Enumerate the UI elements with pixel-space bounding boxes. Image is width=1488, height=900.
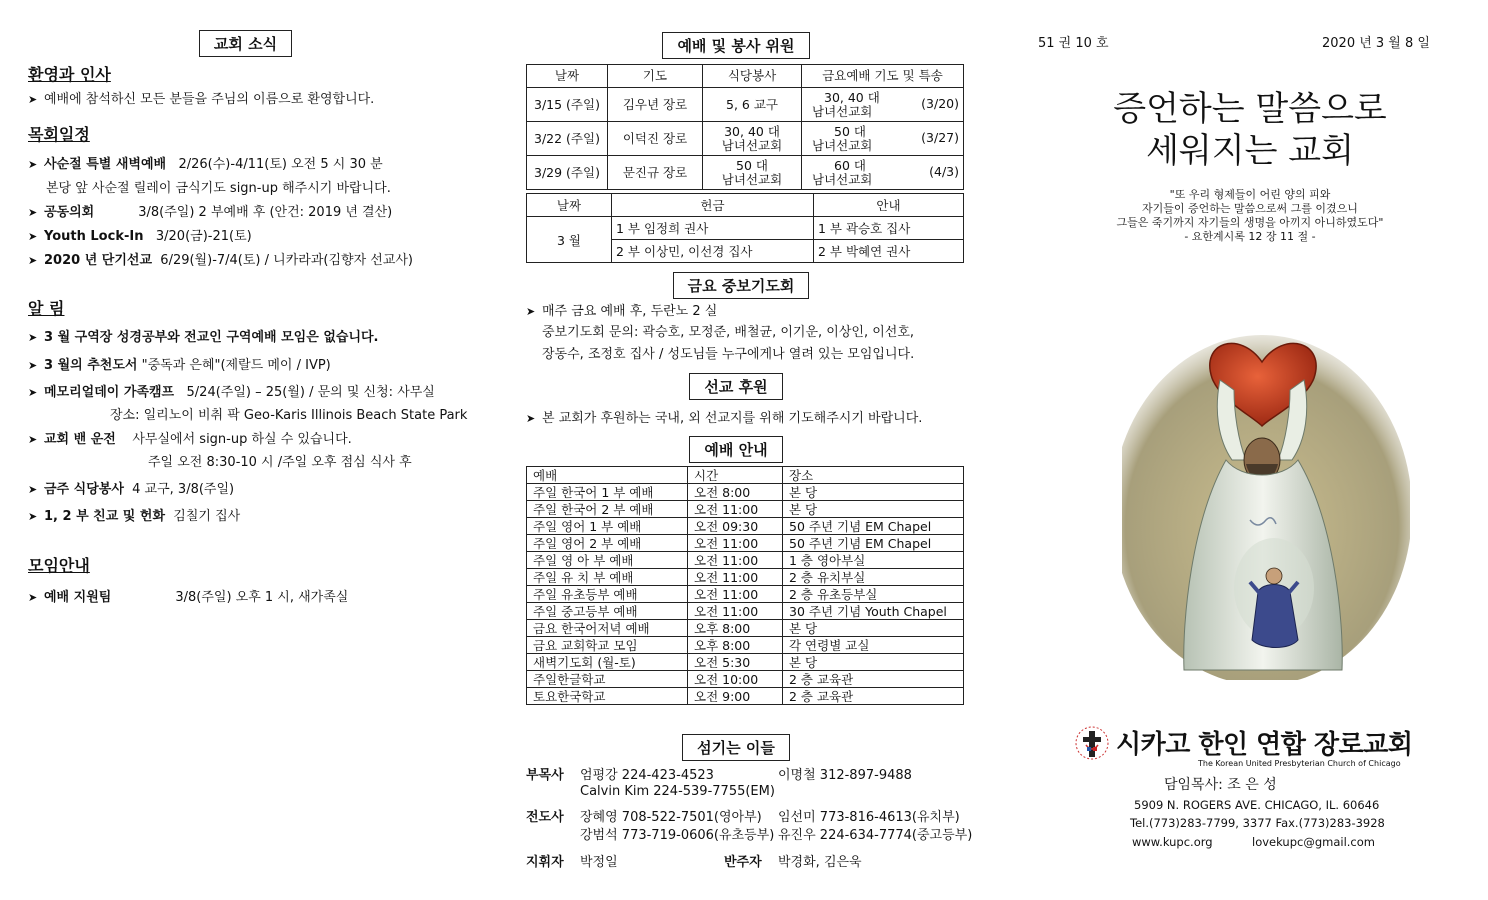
offering-cell: 2 부 이상민, 이선경 집사 bbox=[612, 240, 814, 263]
notice-item-meal: ➤ 금주 식당봉사 4 교구, 3/8(주일) bbox=[28, 482, 235, 497]
table-row bbox=[527, 688, 964, 705]
usher-cell: 2 부 박혜연 권사 bbox=[814, 240, 964, 263]
friday-line-3: 장동수, 조정호 집사 / 성도님들 누구에게나 열려 있는 모임입니다. bbox=[542, 347, 915, 362]
duty-prayer: 김우년 장로 bbox=[608, 88, 703, 122]
friday-line-2: 중보기도회 문의: 곽승호, 모정준, 배철균, 이기운, 이상인, 이선호, bbox=[542, 325, 915, 340]
worship-header: 시간 bbox=[688, 467, 783, 484]
worship-place: 본 당 bbox=[783, 654, 964, 671]
meeting-item-support: ➤ 예배 지원팀 3/8(주일) 오후 1 시, 새가족실 bbox=[28, 590, 349, 605]
conductor-label: 지휘자 bbox=[526, 855, 564, 870]
worship-place: 30 주년 기념 Youth Chapel bbox=[783, 603, 964, 620]
friday-line-1: ➤ 매주 금요 예배 후, 두란노 2 실 bbox=[526, 304, 718, 319]
duty-header: 식당봉사 bbox=[703, 65, 802, 88]
arrow-icon: ➤ bbox=[28, 433, 38, 446]
duty-meal: 30, 40 대 남녀선교회 bbox=[703, 122, 802, 156]
worship-name: 금요 교회학교 모임 bbox=[527, 637, 688, 654]
duty-meal: 50 대 남녀선교회 bbox=[703, 156, 802, 190]
worship-name: 주일한글학교 bbox=[527, 671, 688, 688]
table-row bbox=[527, 671, 964, 688]
worship-name: 주일 한국어 2 부 예배 bbox=[527, 501, 688, 518]
church-website: www.kupc.org bbox=[1132, 835, 1213, 849]
worship-time: 오전 11:00 bbox=[688, 569, 783, 586]
worship-time: 오전 10:00 bbox=[688, 671, 783, 688]
worship-place: 각 연령별 교실 bbox=[783, 637, 964, 654]
schedule-item-lent-cont: 본당 앞 사순절 릴레이 금식기도 sign-up 해주시기 바랍니다. bbox=[46, 181, 391, 196]
worship-name: 토요한국학교 bbox=[527, 688, 688, 705]
worship-time: 오전 11:00 bbox=[688, 501, 783, 518]
table-row bbox=[527, 535, 964, 552]
arrow-icon: ➤ bbox=[28, 386, 38, 399]
table-row bbox=[527, 122, 964, 156]
verse-reference: - 요한계시록 12 장 11 절 - bbox=[1184, 230, 1316, 243]
notice-item-camp-cont: 장소: 일리노이 비취 팍 Geo-Karis Illinois Beach State Park bbox=[110, 408, 468, 423]
church-name-english: The Korean United Presbyterian Church of Chicago bbox=[1198, 759, 1401, 768]
arrow-icon: ➤ bbox=[28, 254, 38, 267]
evangelist-2: 임선미 773-816-4613(유치부) bbox=[778, 810, 960, 825]
church-phone: Tel.(773)283-7799, 3377 Fax.(773)283-3928 bbox=[1130, 816, 1385, 830]
duty-table bbox=[526, 64, 964, 190]
friday-prayer-title: 금요 중보기도회 bbox=[673, 272, 810, 299]
table-row bbox=[527, 620, 964, 637]
cover-title bbox=[1020, 88, 1480, 172]
church-email: lovekupc@gmail.com bbox=[1252, 835, 1375, 849]
worship-time: 오전 11:00 bbox=[688, 586, 783, 603]
figure-holding-heart-icon bbox=[1122, 320, 1410, 680]
worship-place: 2 층 유치부실 bbox=[783, 569, 964, 586]
duty-title: 예배 및 봉사 위원 bbox=[662, 32, 809, 59]
usher-cell: 1 부 곽승호 집사 bbox=[814, 217, 964, 240]
senior-pastor: 담임목사: 조 은 성 bbox=[1164, 777, 1277, 793]
assoc-pastor-2: 이명철 312-897-9488 bbox=[778, 768, 912, 783]
notice-item-fellowship: ➤ 1, 2 부 친교 및 헌화 김칠기 집사 bbox=[28, 509, 241, 524]
duty-date: 3/29 (주일) bbox=[527, 156, 608, 190]
schedule-item-youth: ➤ Youth Lock-In 3/20(금)-21(토) bbox=[28, 229, 252, 244]
cover-illustration bbox=[1122, 320, 1410, 680]
church-news-title: 교회 소식 bbox=[199, 30, 292, 57]
church-name-korean: 시카고 한인 연합 장로교회 bbox=[1116, 730, 1413, 760]
welcome-heading: 환영과 인사 bbox=[28, 65, 111, 84]
worship-header: 예배 bbox=[527, 467, 688, 484]
schedule-heading: 목회일정 bbox=[28, 125, 90, 144]
worship-name: 주일 한국어 1 부 예배 bbox=[527, 484, 688, 501]
worship-time: 오전 11:00 bbox=[688, 552, 783, 569]
worship-place: 본 당 bbox=[783, 501, 964, 518]
duty-header: 기도 bbox=[608, 65, 703, 88]
assoc-pastor-label: 부목사 bbox=[526, 768, 564, 783]
worship-place: 본 당 bbox=[783, 620, 964, 637]
duty-date: 3/15 (주일) bbox=[527, 88, 608, 122]
table-row bbox=[527, 654, 964, 671]
duty-friday: 60 대 남녀선교회 (4/3) bbox=[802, 156, 964, 190]
worship-time: 오후 8:00 bbox=[688, 620, 783, 637]
table-row bbox=[527, 569, 964, 586]
arrow-icon: ➤ bbox=[526, 305, 536, 318]
verse-line: 그들은 죽기까지 자기들의 생명을 아끼지 아니하였도다" bbox=[1116, 216, 1384, 229]
worship-time: 오전 8:00 bbox=[688, 484, 783, 501]
notice-item-van-cont: 주일 오전 8:30-10 시 /주일 오후 점심 식사 후 bbox=[148, 455, 412, 470]
worship-place: 2 층 교육관 bbox=[783, 671, 964, 688]
arrow-icon: ➤ bbox=[28, 591, 38, 604]
worship-place: 본 당 bbox=[783, 484, 964, 501]
assoc-pastor-3: Calvin Kim 224-539-7755(EM) bbox=[580, 784, 775, 799]
arrow-icon: ➤ bbox=[28, 483, 38, 496]
meeting-heading: 모임안내 bbox=[28, 556, 90, 575]
worship-name: 주일 영어 2 부 예배 bbox=[527, 535, 688, 552]
schedule-item-lent: ➤ 사순절 특별 새벽예배 2/26(수)-4/11(토) 오전 5 시 30 분 bbox=[28, 157, 383, 172]
table-row bbox=[527, 501, 964, 518]
offering-header: 날짜 bbox=[527, 194, 612, 217]
duty-friday: 30, 40 대 남녀선교회 (3/20) bbox=[802, 88, 964, 122]
worship-name: 주일 영어 1 부 예배 bbox=[527, 518, 688, 535]
assoc-pastor-1: 엄평강 224-423-4523 bbox=[580, 768, 714, 783]
duty-meal: 5, 6 교구 bbox=[703, 88, 802, 122]
arrow-icon: ➤ bbox=[28, 510, 38, 523]
worship-place: 50 주년 기념 EM Chapel bbox=[783, 535, 964, 552]
worship-time: 오전 9:00 bbox=[688, 688, 783, 705]
presbyterian-seal-icon bbox=[1074, 723, 1110, 763]
mission-line: ➤ 본 교회가 후원하는 국내, 외 선교지를 위해 기도해주시기 바랍니다. bbox=[526, 411, 923, 426]
worship-header: 장소 bbox=[783, 467, 964, 484]
cover-verse bbox=[1020, 188, 1480, 244]
worship-place: 2 층 교육관 bbox=[783, 688, 964, 705]
table-row bbox=[527, 518, 964, 535]
worship-time: 오전 11:00 bbox=[688, 603, 783, 620]
notice-item-1: ➤ 3 월 구역장 성경공부와 전교인 구역예배 모임은 없습니다. bbox=[28, 330, 379, 345]
evangelist-1: 장혜영 708-522-7501(영아부) bbox=[580, 810, 762, 825]
arrow-icon: ➤ bbox=[28, 158, 38, 171]
verse-line: "또 우리 형제들이 어린 양의 피와 bbox=[1169, 188, 1331, 201]
issue-volume: 51 권 10 호 bbox=[1038, 36, 1109, 51]
table-row bbox=[527, 484, 964, 501]
issue-date: 2020 년 3 월 8 일 bbox=[1322, 36, 1430, 51]
duty-header: 날짜 bbox=[527, 65, 608, 88]
table-row bbox=[527, 156, 964, 190]
notice-heading: 알 림 bbox=[28, 299, 65, 318]
church-address: 5909 N. ROGERS AVE. CHICAGO, IL. 60646 bbox=[1134, 798, 1380, 812]
duty-friday: 50 대 남녀선교회 (3/27) bbox=[802, 122, 964, 156]
worship-time: 오전 5:30 bbox=[688, 654, 783, 671]
cover-title-line-1: 증언하는 말씀으로 bbox=[1113, 89, 1387, 129]
evangelist-4: 유진우 224-634-7774(중고등부) bbox=[778, 828, 973, 843]
worship-name: 주일 유 치 부 예배 bbox=[527, 569, 688, 586]
worship-guide-title: 예배 안내 bbox=[689, 436, 782, 463]
notice-item-van: ➤ 교회 밴 운전 사무실에서 sign-up 하실 수 있습니다. bbox=[28, 432, 352, 447]
notice-item-book: ➤ 3 월의 추천도서 "중독과 은혜"(제랄드 메이 / IVP) bbox=[28, 358, 331, 373]
worship-place: 2 층 유초등부실 bbox=[783, 586, 964, 603]
worship-time: 오전 11:00 bbox=[688, 535, 783, 552]
worship-name: 주일 영 아 부 예배 bbox=[527, 552, 688, 569]
verse-line: 자기들이 증언하는 말씀으로써 그를 이겼으니 bbox=[1142, 202, 1358, 215]
mission-title: 선교 후원 bbox=[689, 373, 782, 400]
offering-header: 헌금 bbox=[612, 194, 814, 217]
worship-name: 금요 한국어저녁 예배 bbox=[527, 620, 688, 637]
arrow-icon: ➤ bbox=[28, 93, 38, 106]
worship-time: 오후 8:00 bbox=[688, 637, 783, 654]
offering-cell: 1 부 임정희 권사 bbox=[612, 217, 814, 240]
worship-place: 1 층 영아부실 bbox=[783, 552, 964, 569]
duty-date: 3/22 (주일) bbox=[527, 122, 608, 156]
arrow-icon: ➤ bbox=[526, 412, 536, 425]
offering-header: 안내 bbox=[814, 194, 964, 217]
table-row bbox=[527, 217, 964, 240]
schedule-item-assembly: ➤ 공동의회 3/8(주일) 2 부예배 후 (안건: 2019 년 결산) bbox=[28, 205, 393, 220]
accompanist-label: 반주자 bbox=[724, 855, 762, 870]
table-row bbox=[527, 552, 964, 569]
worship-name: 주일 유초등부 예배 bbox=[527, 586, 688, 603]
cover-title-line-2: 세워지는 교회 bbox=[1146, 131, 1354, 171]
notice-item-camp: ➤ 메모리얼데이 가족캠프 5/24(주일) – 25(월) / 문의 및 신청: 사무실 bbox=[28, 385, 435, 400]
duty-prayer: 문진규 장로 bbox=[608, 156, 703, 190]
servants-title: 섬기는 이들 bbox=[682, 734, 790, 761]
duty-prayer: 이덕진 장로 bbox=[608, 122, 703, 156]
duty-header: 금요예배 기도 및 특송 bbox=[802, 65, 964, 88]
offering-table bbox=[526, 193, 964, 263]
evangelist-label: 전도사 bbox=[526, 810, 564, 825]
arrow-icon: ➤ bbox=[28, 359, 38, 372]
evangelist-3: 강범석 773-719-0606(유초등부) bbox=[580, 828, 775, 843]
welcome-text: ➤ 예배에 참석하신 모든 분들을 주님의 이름으로 환영합니다. bbox=[28, 92, 375, 107]
table-row bbox=[527, 586, 964, 603]
arrow-icon: ➤ bbox=[28, 230, 38, 243]
arrow-icon: ➤ bbox=[28, 206, 38, 219]
worship-place: 50 주년 기념 EM Chapel bbox=[783, 518, 964, 535]
worship-name: 새벽기도회 (월-토) bbox=[527, 654, 688, 671]
worship-name: 주일 중고등부 예배 bbox=[527, 603, 688, 620]
schedule-item-mission: ➤ 2020 년 단기선교 6/29(월)-7/4(토) / 니카라과(김향자 선교사) bbox=[28, 253, 414, 268]
arrow-icon: ➤ bbox=[28, 331, 38, 344]
worship-time: 오전 09:30 bbox=[688, 518, 783, 535]
accompanist-name: 박경화, 김은욱 bbox=[778, 855, 862, 870]
table-row bbox=[527, 637, 964, 654]
offering-month: 3 월 bbox=[527, 217, 612, 263]
worship-table bbox=[526, 466, 964, 705]
table-row bbox=[527, 88, 964, 122]
conductor-name: 박정일 bbox=[580, 855, 618, 870]
table-row bbox=[527, 603, 964, 620]
